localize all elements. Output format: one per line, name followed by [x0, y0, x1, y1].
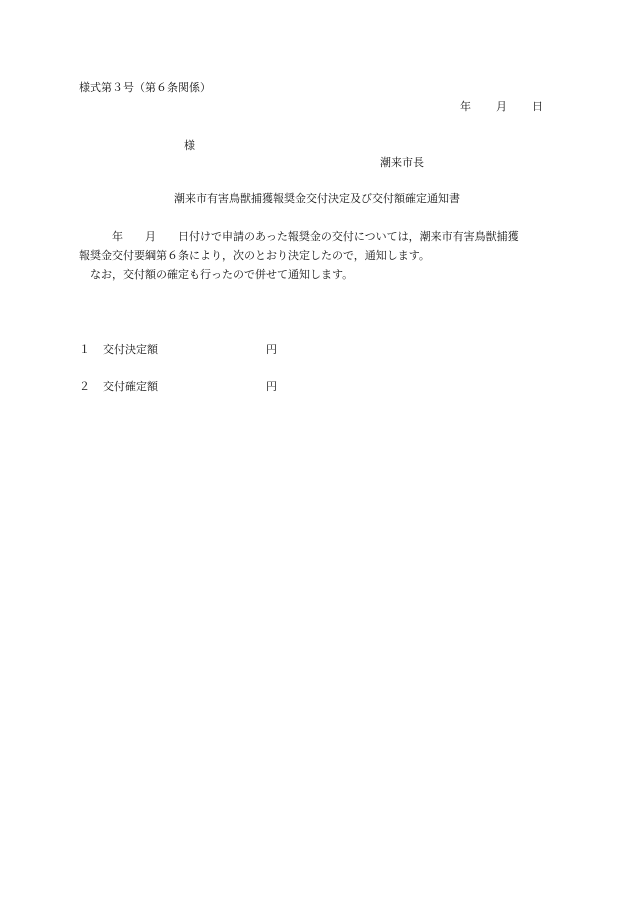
body-month: 月	[145, 230, 156, 243]
body-line-3: なお，交付額の確定も行ったので併せて通知します。	[79, 268, 354, 281]
item-label: 交付決定額	[103, 343, 158, 356]
form-number: 様式第３号（第６条関係）	[79, 81, 211, 94]
sender-name: 潮来市長	[380, 156, 424, 169]
document-title-text: 潮来市有害鳥獣捕獲報奨金交付決定及び交付額確定通知書	[174, 192, 460, 205]
date-year: 年	[460, 100, 471, 113]
addressee-suffix: 様	[184, 139, 195, 152]
document-title	[0, 192, 630, 206]
item-number: １	[79, 343, 90, 356]
body-line-1-text: 日付けで申請のあった報奨金の交付については，潮来市有害鳥獣捕獲	[178, 230, 519, 243]
body-year: 年	[112, 230, 123, 243]
item-confirmed-amount	[79, 380, 277, 394]
date-day: 日	[532, 100, 543, 113]
item-unit: 円	[266, 380, 277, 393]
body-line-2: 報奨金交付要綱第６条により，次のとおり決定したので，通知します。	[79, 249, 430, 262]
item-unit: 円	[266, 343, 277, 356]
item-decision-amount	[79, 343, 277, 357]
date-month: 月	[496, 100, 507, 113]
body-line-1	[79, 230, 519, 244]
date-line	[460, 100, 543, 114]
item-number: ２	[79, 380, 90, 393]
item-label: 交付確定額	[103, 380, 158, 393]
